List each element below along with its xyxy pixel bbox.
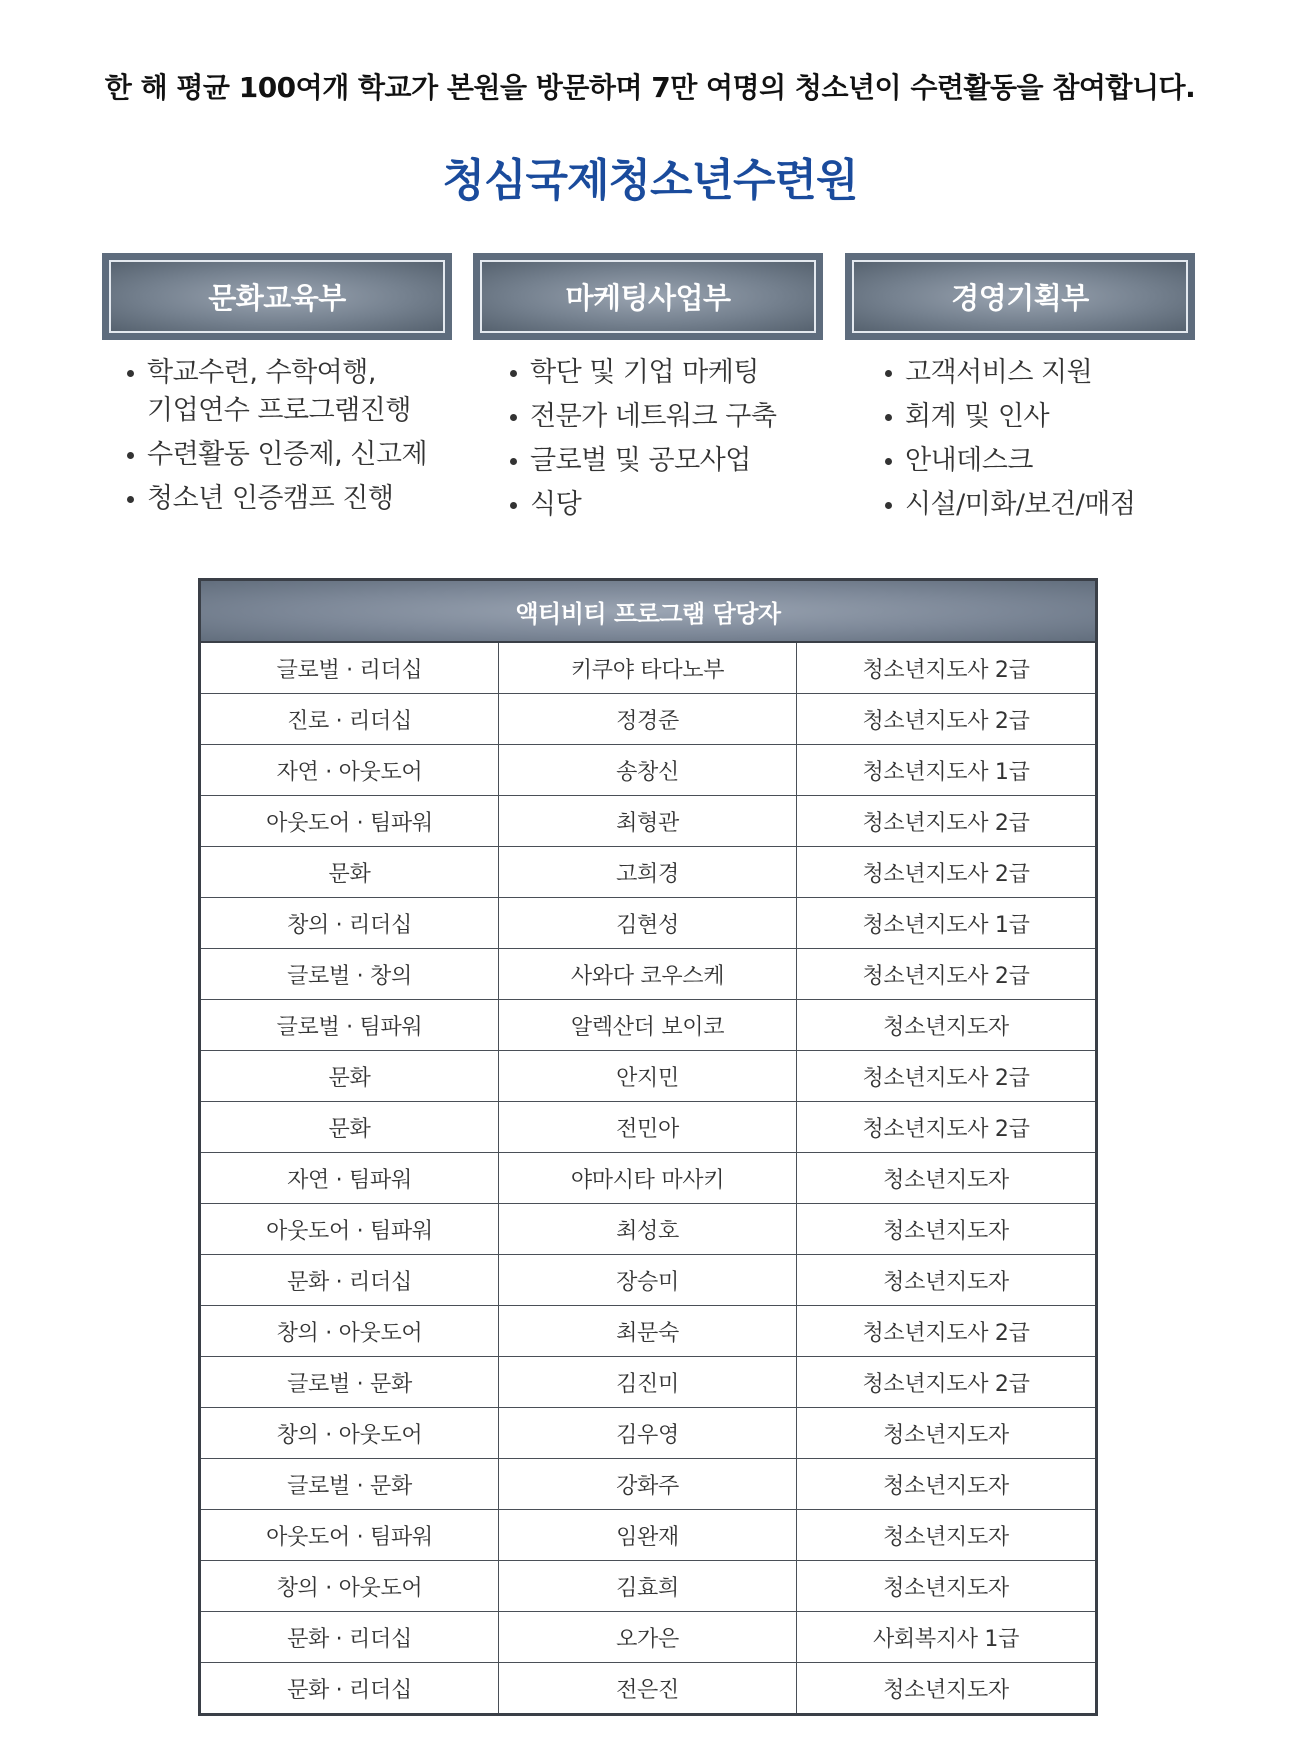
staff-name-cell: 임완재 (499, 1510, 797, 1560)
staff-name-cell: 최형관 (499, 796, 797, 846)
program-cell: 글로벌 · 리더십 (201, 643, 499, 693)
certificate-cell: 청소년지도자 (883, 1167, 1009, 1193)
program-cell: 문화 (201, 847, 499, 897)
staff-name-cell: 김효희 (499, 1561, 797, 1611)
staff-name-cell: 전은진 (499, 1663, 797, 1713)
table-row (201, 1255, 1095, 1306)
dept-header-inner (852, 260, 1188, 333)
certificate-cell: 청소년지도자 (883, 1524, 1009, 1550)
table-row (201, 1408, 1095, 1459)
certificate-cell: 청소년지도사 2급 (862, 1065, 1030, 1091)
program-cell: 자연 · 팀파워 (201, 1153, 499, 1203)
certificate-cell: 청소년지도사 1급 (862, 912, 1030, 938)
staff-name-cell: 고희경 (499, 847, 797, 897)
dept-header-inner (480, 260, 816, 333)
certificate-cell: 청소년지도자 (883, 1218, 1009, 1244)
staff-name-cell: 오가은 (499, 1612, 797, 1662)
dept-list-culture-education (125, 354, 427, 524)
table-row (201, 1204, 1095, 1255)
dept-header-marketing (473, 253, 823, 340)
certificate-cell: 청소년지도사 2급 (862, 1320, 1030, 1346)
staff-name-cell: 김현성 (499, 898, 797, 948)
program-cell: 창의 · 리더십 (201, 898, 499, 948)
staff-name-cell: 키쿠야 타다노부 (499, 643, 797, 693)
dept-list-item: 안내데스크 (883, 442, 1135, 480)
table-row (201, 847, 1095, 898)
table-row (201, 898, 1095, 949)
staff-name-cell: 최성호 (499, 1204, 797, 1254)
table-row (201, 796, 1095, 847)
program-cell: 창의 · 아웃도어 (201, 1561, 499, 1611)
dept-header-management (845, 253, 1195, 340)
dept-list-item: 수련활동 인증제, 신고제 (125, 436, 427, 474)
staff-name-cell: 야마시타 마사키 (499, 1153, 797, 1203)
program-cell: 글로벌 · 창의 (201, 949, 499, 999)
table-row (201, 1357, 1095, 1408)
dept-list-item-text: 학교수련, 수학여행, 기업연수 프로그램진행 (147, 357, 411, 426)
dept-list-management (883, 354, 1135, 530)
dept-list-item: 식당 (508, 486, 776, 524)
program-cell: 아웃도어 · 팀파워 (201, 1510, 499, 1560)
dept-list-item: 고객서비스 지원 (883, 354, 1135, 392)
table-row (201, 1153, 1095, 1204)
program-cell: 아웃도어 · 팀파워 (201, 796, 499, 846)
staff-table (198, 578, 1098, 1716)
program-cell: 문화 · 리더십 (201, 1663, 499, 1713)
certificate-cell: 청소년지도자 (883, 1422, 1009, 1448)
staff-name-cell: 강화주 (499, 1459, 797, 1509)
table-row (201, 643, 1095, 694)
dept-list-item (125, 354, 427, 430)
program-cell: 아웃도어 · 팀파워 (201, 1204, 499, 1254)
staff-name-cell: 김우영 (499, 1408, 797, 1458)
certificate-cell: 청소년지도사 2급 (862, 861, 1030, 887)
dept-list-item: 전문가 네트워크 구축 (508, 398, 776, 436)
table-header-title: 액티비티 프로그램 담당자 (515, 599, 781, 628)
table-row (201, 949, 1095, 1000)
staff-name-cell: 전민아 (499, 1102, 797, 1152)
program-cell: 글로벌 · 팀파워 (201, 1000, 499, 1050)
staff-name-cell: 안지민 (499, 1051, 797, 1101)
table-row (201, 1000, 1095, 1051)
certificate-cell: 청소년지도사 2급 (862, 1116, 1030, 1142)
staff-name-cell: 정경준 (499, 694, 797, 744)
table-header (201, 581, 1095, 643)
program-cell: 문화 · 리더십 (201, 1255, 499, 1305)
dept-name: 문화교육부 (208, 281, 346, 315)
staff-name-cell: 김진미 (499, 1357, 797, 1407)
certificate-cell: 청소년지도자 (883, 1473, 1009, 1499)
table-row (201, 1510, 1095, 1561)
staff-name-cell: 최문숙 (499, 1306, 797, 1356)
certificate-cell: 청소년지도사 2급 (862, 708, 1030, 734)
program-cell: 문화 (201, 1051, 499, 1101)
certificate-cell: 청소년지도사 2급 (862, 963, 1030, 989)
certificate-cell: 청소년지도사 2급 (862, 657, 1030, 683)
program-cell: 창의 · 아웃도어 (201, 1306, 499, 1356)
dept-list-marketing (508, 354, 776, 530)
program-cell: 문화 (201, 1102, 499, 1152)
table-row (201, 1051, 1095, 1102)
dept-header-inner (109, 260, 445, 333)
page-title: 청심국제청소년수련원 (442, 155, 858, 206)
table-row (201, 1561, 1095, 1612)
program-cell: 문화 · 리더십 (201, 1612, 499, 1662)
certificate-cell: 청소년지도사 2급 (862, 1371, 1030, 1397)
dept-list-item: 회계 및 인사 (883, 398, 1135, 436)
certificate-cell: 청소년지도사 1급 (862, 759, 1030, 785)
dept-header-culture-education (102, 253, 452, 340)
dept-name: 마케팅사업부 (565, 281, 731, 315)
dept-list-item: 청소년 인증캠프 진행 (125, 480, 427, 518)
staff-name-cell: 사와다 코우스케 (499, 949, 797, 999)
table-row (201, 1663, 1095, 1713)
program-cell: 창의 · 아웃도어 (201, 1408, 499, 1458)
table-row (201, 694, 1095, 745)
program-cell: 글로벌 · 문화 (201, 1459, 499, 1509)
dept-name: 경영기획부 (951, 281, 1089, 315)
certificate-cell: 청소년지도자 (883, 1575, 1009, 1601)
intro-text: 한 해 평균 100여개 학교가 본원을 방문하며 7만 여명의 청소년이 수련활동을 참여합니다. (104, 71, 1196, 104)
program-cell: 글로벌 · 문화 (201, 1357, 499, 1407)
dept-list-item: 글로벌 및 공모사업 (508, 442, 776, 480)
certificate-cell: 청소년지도사 2급 (862, 810, 1030, 836)
dept-list-item: 시설/미화/보건/매점 (883, 486, 1135, 524)
staff-name-cell: 장승미 (499, 1255, 797, 1305)
program-cell: 자연 · 아웃도어 (201, 745, 499, 795)
program-cell: 진로 · 리더십 (201, 694, 499, 744)
certificate-cell: 청소년지도자 (883, 1677, 1009, 1703)
staff-name-cell: 알렉산더 보이코 (499, 1000, 797, 1050)
dept-list-item: 학단 및 기업 마케팅 (508, 354, 776, 392)
table-row (201, 1459, 1095, 1510)
staff-name-cell: 송창신 (499, 745, 797, 795)
certificate-cell: 사회복지사 1급 (872, 1626, 1020, 1652)
table-row (201, 1102, 1095, 1153)
table-row (201, 1306, 1095, 1357)
table-body (201, 643, 1095, 1713)
certificate-cell: 청소년지도자 (883, 1269, 1009, 1295)
table-row (201, 1612, 1095, 1663)
table-row (201, 745, 1095, 796)
certificate-cell: 청소년지도자 (883, 1014, 1009, 1040)
